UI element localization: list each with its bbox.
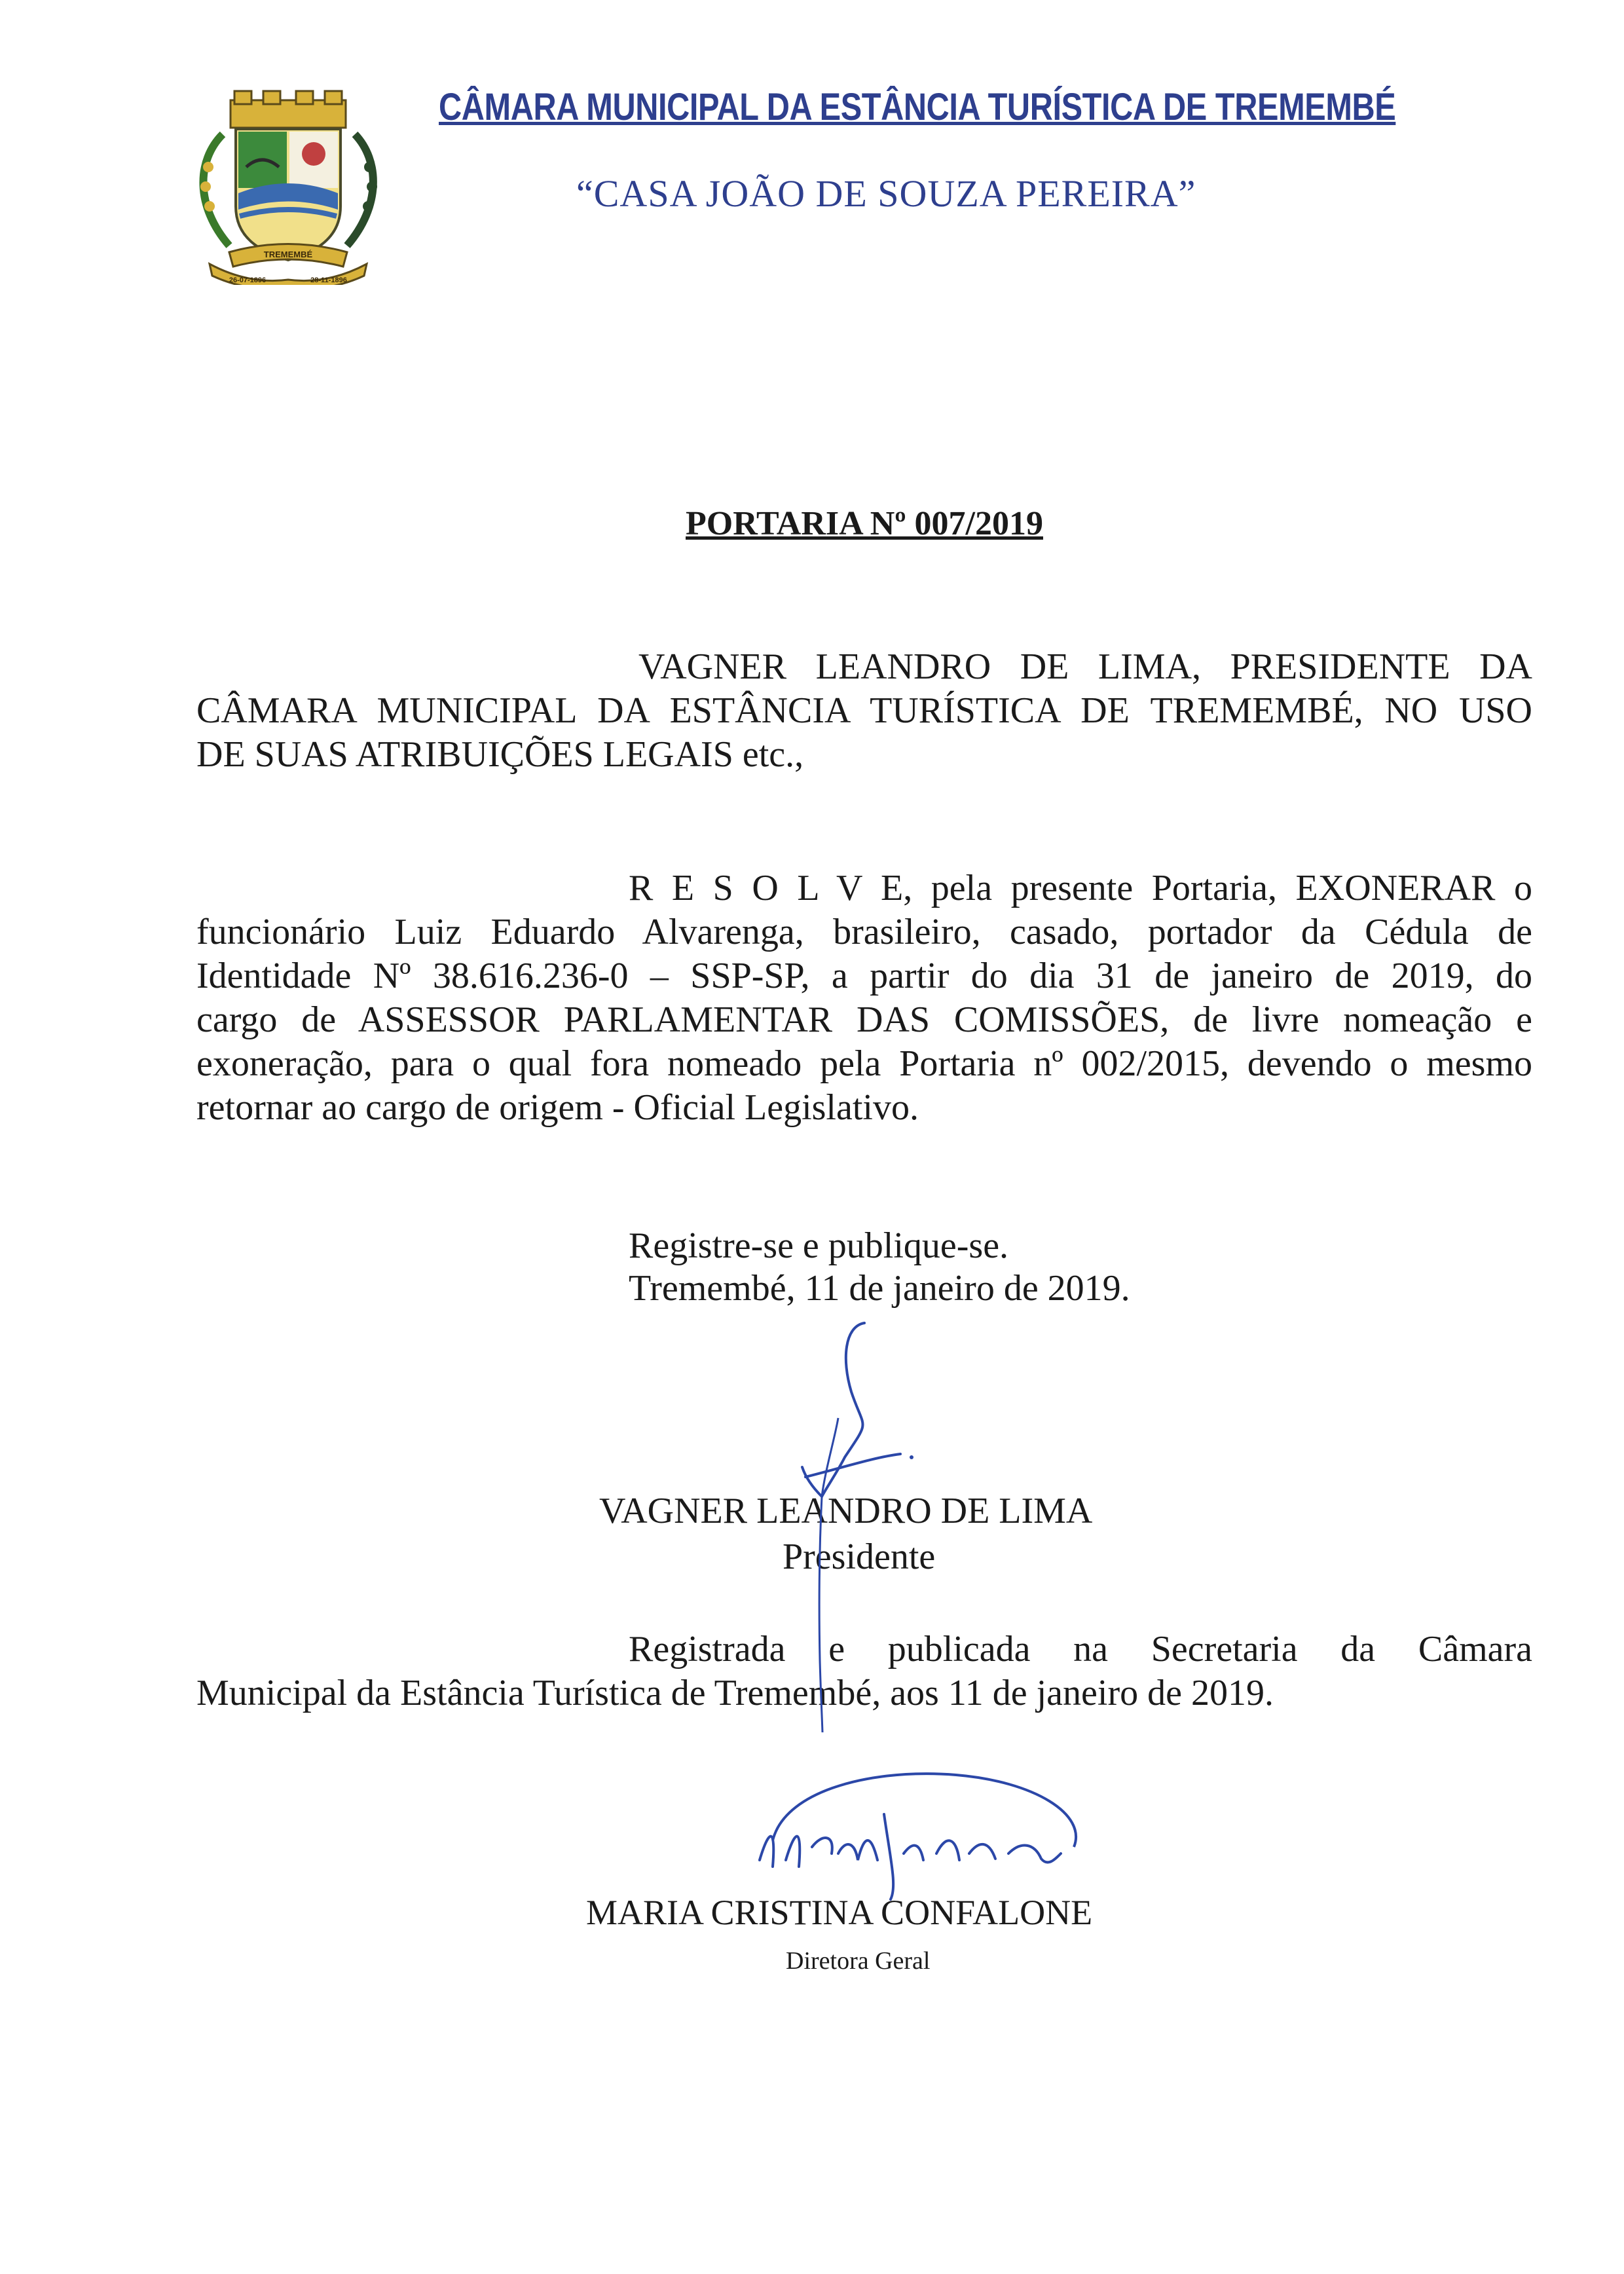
resolution-line: cargo de ASSESSOR PARLAMENTAR DAS COMISSÕES, de livre nomeação e	[196, 999, 1532, 1040]
signer-director-role: Diretora Geral	[786, 1947, 931, 1975]
document-title: PORTARIA Nº 007/2019	[686, 505, 1043, 542]
president-signature-icon	[760, 1320, 930, 1739]
signer-president-role: Presidente	[783, 1537, 936, 1577]
signer-director-name: MARIA CRISTINA CONFALONE	[586, 1893, 1093, 1932]
institution-name: CÂMARA MUNICIPAL DA ESTÂNCIA TURÍSTICA DE TREMEMBÉ	[439, 86, 1396, 128]
preamble-line: VAGNER LEANDRO DE LIMA, PRESIDENTE DA	[638, 646, 1532, 687]
resolution-line: exoneração, para o qual fora nomeado pela Portaria nº 002/2015, devendo o mesmo	[196, 1043, 1532, 1084]
closing-date-line: Tremembé, 11 de janeiro de 2019.	[629, 1268, 1130, 1309]
resolution-line: retornar ao cargo de origem - Oficial Legislativo.	[196, 1087, 919, 1128]
crest-left-date: 26-07-1896	[229, 276, 267, 284]
registration-line: Registrada e publicada na Secretaria da Câmara	[629, 1629, 1532, 1669]
closing-register-line: Registre-se e publique-se.	[629, 1225, 1009, 1266]
preamble-paragraph	[196, 645, 1532, 777]
house-name: “CASA JOÃO DE SOUZA PEREIRA”	[576, 172, 1196, 215]
resolution-line: Identidade Nº 38.616.236-0 – SSP-SP, a partir do dia 31 de janeiro de 2019, do	[196, 956, 1532, 996]
crest-right-date: 28-11-1896	[310, 276, 347, 284]
preamble-line: CÂMARA MUNICIPAL DA ESTÂNCIA TURÍSTICA DE TREMEMBÉ, NO USO	[196, 690, 1532, 731]
resolution-paragraph	[196, 867, 1532, 1130]
director-signature-icon	[747, 1762, 1113, 1906]
signer-president-name: VAGNER LEANDRO DE LIMA	[599, 1491, 1093, 1531]
registration-line: Municipal da Estância Turística de Tremembé, aos 11 de janeiro de 2019.	[196, 1673, 1274, 1713]
resolution-line: R E S O L V E, pela presente Portaria, EXONERAR o	[629, 868, 1532, 908]
crest-banner-text: TREMEMBÉ	[263, 250, 313, 259]
municipal-coat-of-arms-icon	[183, 88, 393, 285]
resolution-line: funcionário Luiz Eduardo Alvarenga, brasileiro, casado, portador da Cédula de	[196, 912, 1532, 952]
preamble-line: DE SUAS ATRIBUIÇÕES LEGAIS etc.,	[196, 734, 804, 775]
